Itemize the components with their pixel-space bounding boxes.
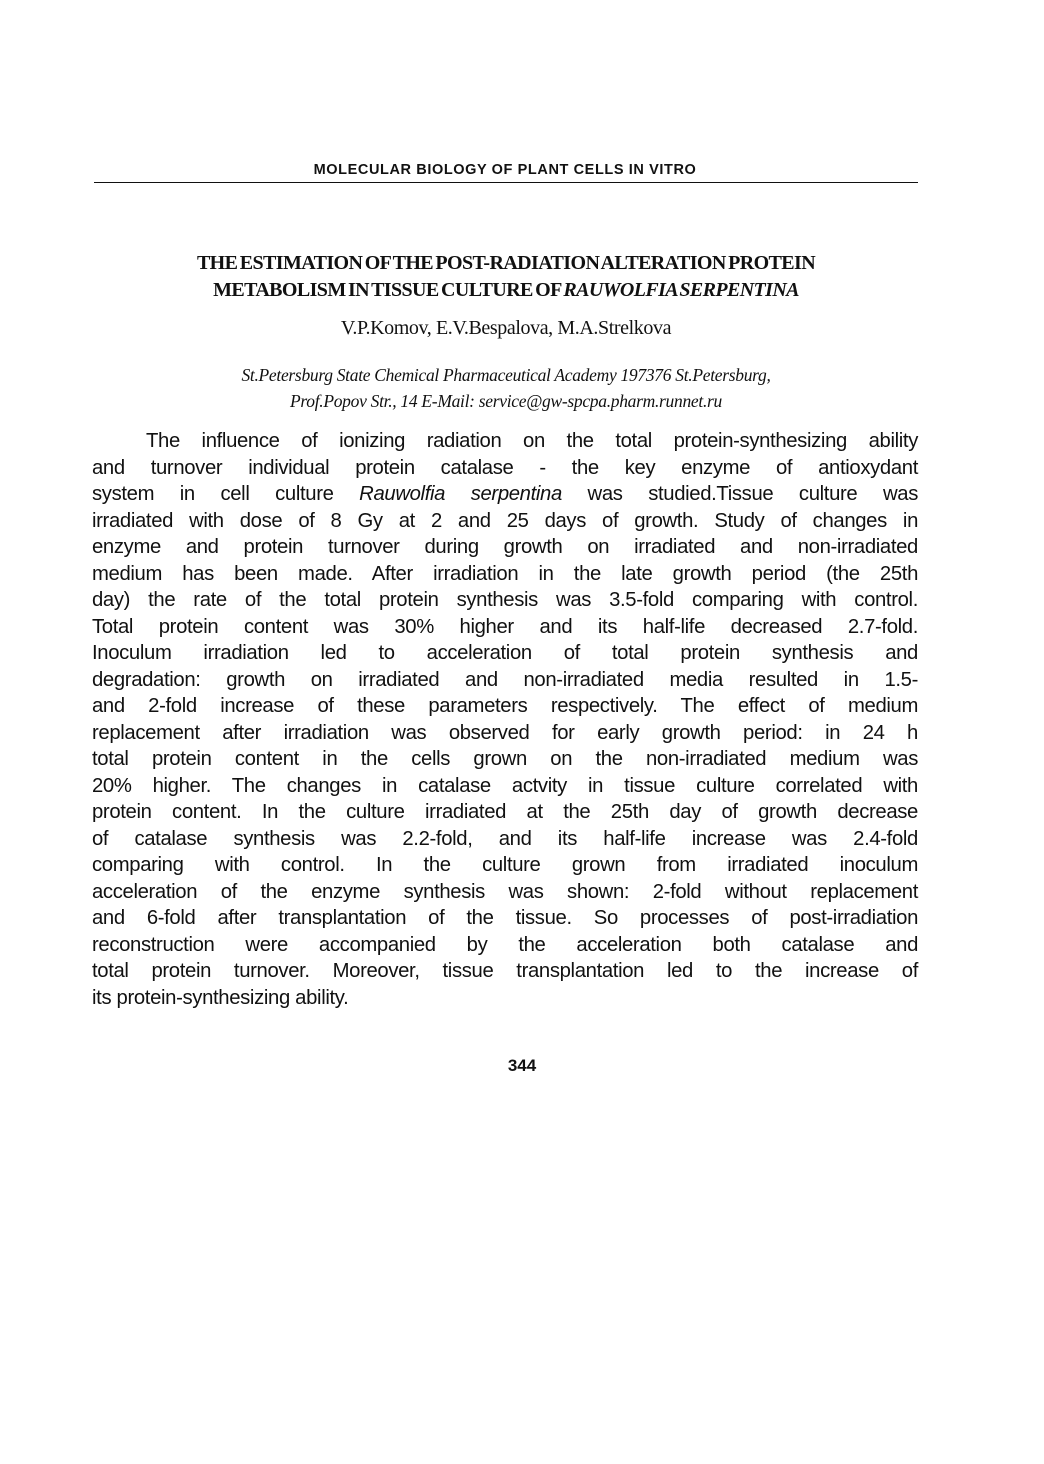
header-rule	[94, 182, 918, 183]
abstract-line: degradation: growth on irradiated and non-irradiated media resulted in 1.5-	[92, 668, 918, 691]
abstract-line: irradiated with dose of 8 Gy at 2 and 25 days of growth. Study of changes in	[92, 509, 918, 532]
abstract-line: medium has been made. After irradiation in the late growth period (the 25th	[92, 562, 918, 585]
paper-title	[96, 250, 916, 304]
abstract-text: was studied.Tissue culture was	[561, 483, 918, 505]
abstract-line: and 2-fold increase of these parameters respectively. The effect of medium	[92, 695, 918, 717]
affiliation-line-1: St.Petersburg State Chemical Pharmaceutical Academy 197376 St.Petersburg,	[241, 365, 771, 385]
title-line-1: THE ESTIMATION OF THE POST-RADIATION ALTERATION PROTEIN	[196, 252, 816, 274]
abstract-line: day) the rate of the total protein synthesis was 3.5-fold comparing with control.	[92, 589, 918, 611]
species-name: Rauwolfia serpentina	[359, 483, 562, 505]
page-number: 344	[507, 1056, 537, 1075]
authors: V.P.Komov, E.V.Bespalova, M.A.Strelkova	[340, 317, 672, 339]
abstract-line: its protein-synthesizing ability.	[92, 986, 349, 1009]
abstract-line: total protein turnover. Moreover, tissue transplantation led to the increase of	[92, 960, 918, 982]
abstract-line: and turnover individual protein catalase - the key enzyme of antioxydant	[92, 456, 918, 479]
running-head-text: MOLECULAR BIOLOGY OF PLANT CELLS IN VITRO	[313, 162, 697, 178]
abstract-line: The influence of ionizing radiation on the total protein-synthesizing ability	[146, 430, 918, 452]
abstract-line: acceleration of the enzyme synthesis was shown: 2-fold without replacement	[92, 880, 918, 903]
running-head	[94, 160, 918, 180]
abstract-line: Inoculum irradiation led to acceleration of total protein synthesis and	[92, 642, 918, 664]
abstract-line: Total protein content was 30% higher and its half-life decreased 2.7-fold.	[92, 615, 918, 638]
abstract-line: comparing with control. In the culture grown from irradiated inoculum	[92, 854, 918, 876]
abstract-body	[92, 428, 918, 1011]
abstract-line: and 6-fold after transplantation of the tissue. So processes of post-irradiation	[92, 907, 918, 929]
abstract-line: enzyme and protein turnover during growth on irradiated and non-irradiated	[92, 536, 918, 558]
affiliation	[96, 362, 916, 414]
abstract-line: protein content. In the culture irradiated at the 25th day of growth decrease	[92, 801, 918, 823]
abstract-line: reconstruction were accompanied by the acceleration both catalase and	[92, 933, 918, 956]
abstract-text: system in cell culture	[92, 483, 360, 505]
abstract-line: total protein content in the cells grown on the non-irradiated medium was	[92, 748, 918, 770]
abstract-line	[92, 481, 918, 508]
affiliation-line-2: Prof.Popov Str., 14 E-Mail: service@gw-spcpa.pharm.runnet.ru	[290, 391, 722, 411]
title-species: RAUWOLFIA SERPENTINA	[563, 279, 799, 301]
abstract-line: 20% higher. The changes in catalase actvity in tissue culture correlated with	[92, 774, 918, 797]
title-line-2: METABOLISM IN TISSUE CULTURE OF	[213, 279, 564, 301]
abstract-line: of catalase synthesis was 2.2-fold, and its half-life increase was 2.4-fold	[92, 827, 918, 850]
abstract-line: replacement after irradiation was observed for early growth period: in 24 h	[92, 721, 918, 744]
